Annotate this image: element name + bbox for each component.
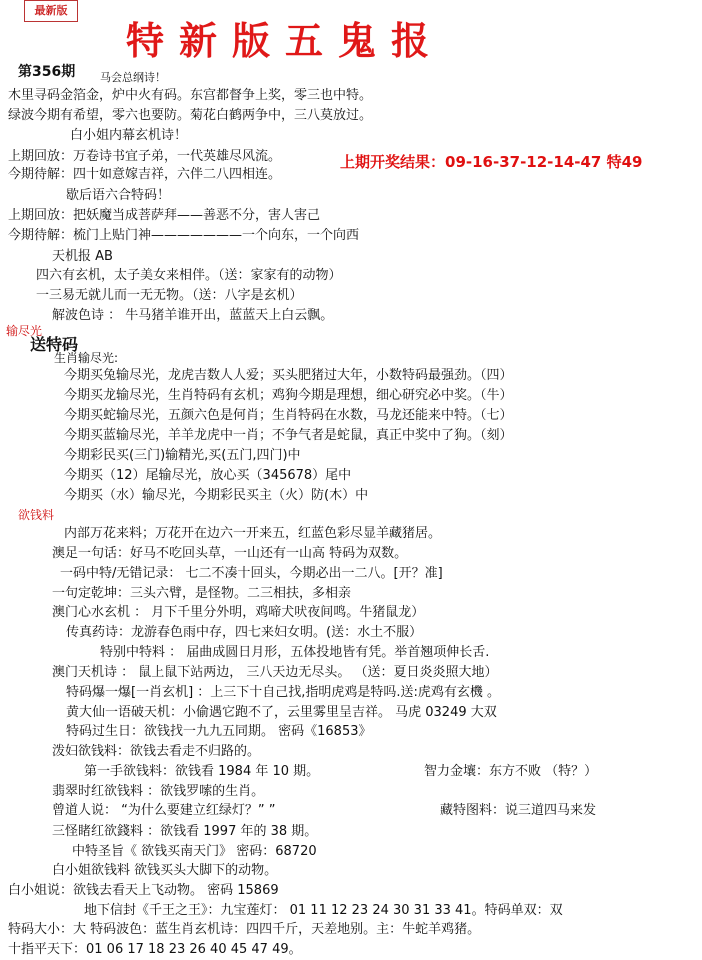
section-label-yuqian: 欲钱料 (18, 508, 55, 522)
text-line: 内部万花来料；万花开在边六一开来五，红蓝色彩尽显羊藏猪居。 (64, 526, 442, 541)
text-line: 木里寻码金箔金，炉中火有码。东宫都督争上奖，零三也中特。 (8, 88, 373, 103)
text-line: 今期买龙输尽光，生肖特码有玄机；鸡狗今期是理想，细心研究必中奖。（牛） (64, 388, 513, 403)
text-line: 上期回放：把妖魔当成菩萨拜——善恶不分，害人害己 (8, 208, 321, 223)
text-line: 黄大仙一语破天机：小偷遇它跑不了，云里雾里呈吉祥。 马虎 03249 大双 (66, 705, 497, 720)
issue-number: 第356期 (18, 64, 76, 80)
text-line: 解波色诗 ： 牛马猪羊谁开出，蓝蓝天上白云飘。 (52, 308, 334, 323)
text-line: 马会总纲诗！ (100, 71, 166, 84)
text-line: 白小姐欲钱料 欲钱买头大脚下的动物。 (52, 863, 278, 878)
text-line: 歇后语六合特码！ (66, 188, 171, 203)
text-line: 翡翠时红欲钱料 ：欲钱罗嗦的生肖。 (52, 784, 265, 799)
last-draw-result: 上期开奖结果：09-16-37-12-14-47 特49 (340, 153, 643, 171)
text-line: 智力金壤：东方不败 （特？） (424, 764, 598, 779)
text-line: 第一手欲钱料：欲钱看 1984 年 10 期。 (84, 764, 320, 779)
text-line: 上期回放：万卷诗书宜子弟，一代英雄尽风流。 (8, 149, 282, 164)
text-line: 曾道人说： “为什么要建立红绿灯？” ” (52, 803, 276, 818)
text-line: 天机报 AB (52, 249, 113, 264)
text-line: 绿波今期有希望，零六也要防。菊花白鹤两争中，三八莫放过。 (8, 108, 373, 123)
text-line: 今期买兔输尽光，龙虎吉数人人爱；买头肥猪过大年，小数特码最强劲。（四） (64, 368, 513, 383)
text-line: 十指平天下：01 06 17 18 23 26 40 45 47 49。 (8, 942, 302, 957)
text-line: 一三易无就儿而一无无物。（送：八字是玄机） (36, 288, 303, 303)
text-line: 生肖输尽光: (54, 351, 119, 365)
text-line: 四六有玄机，太子美女来相伴。（送：家家有的动物） (36, 268, 342, 283)
text-line: 今期待解：梳门上贴门神———————一个向东，一个向西 (8, 228, 360, 243)
text-line: 澳足一句话：好马不吃回头草，一山还有一山高 特码为双数。 (52, 546, 408, 561)
page-title: 特新版五鬼报 (126, 18, 445, 63)
text-line: 澳门心水玄机 ： 月下千里分外明，鸡啼犬吠夜间鸣。牛猪鼠龙） (52, 605, 425, 620)
text-line: 传真药诗：龙游春色雨中存，四七来妇女明。(送：水土不服） (66, 625, 423, 640)
text-line: 特码爆一爆[一肖玄机] ：上三下十自己找,指明虎鸡是特吗.送:虎鸡有玄機 。 (66, 685, 501, 700)
text-line: 今期彩民买(三门)输精光,买(五门,四门)中 (64, 448, 301, 463)
text-line: 今期待解：四十如意嫁吉祥，六伴二八四相连。 (8, 167, 282, 182)
latest-version-badge: 最新版 (24, 0, 78, 22)
text-line: 一句定乾坤：三头六臂，是怪物。二三相扶，多相亲 (52, 586, 352, 601)
text-line: 今期买蛇输尽光，五颜六色是何肖；生肖特码在水数，马龙还能来中特。（七） (64, 408, 513, 423)
text-line: 一码中特/无错记录： 七二不凑十回头，今期必出一二八。[开？准] (60, 566, 443, 581)
text-line: 特码大小：大 特码波色：蓝生肖玄机诗：四四千斤，天差地别。主：牛蛇羊鸡猪。 (8, 922, 481, 937)
text-line: 今期买（水）输尽光，今期彩民买主（火）防(木）中 (64, 488, 369, 503)
text-line: 中特圣旨《 欲钱买南天门》 密码：68720 (72, 844, 317, 859)
section-label-temao: 送特码 (30, 335, 79, 354)
text-line: 泼妇欲钱料：欲钱去看走不归路的。 (52, 744, 261, 759)
text-line: 白小姐内幕玄机诗！ (70, 128, 188, 143)
text-line: 澳门天机诗 ： 鼠上鼠下站两边， 三八天边无尽头。 （送：夏日炎炎照大地） (52, 665, 498, 680)
text-line: 特码过生日：欲钱找一九九五同期。 密码《16853》 (66, 724, 372, 739)
text-line: 地下信封《千王之王》：九宝莲灯： 01 11 12 23 24 30 31 33 41。特码单双：双 (84, 903, 563, 918)
text-line: 今期买蓝输尽光，羊羊龙虎中一肖；不争气者是蛇鼠，真正中奖中了狗。（刻） (64, 428, 513, 443)
text-line: 三怪睹红欲錢料 ：欲钱看 1997 年的 38 期。 (52, 824, 318, 839)
text-line: 白小姐说：欲钱去看天上飞动物。 密码 15869 (8, 883, 279, 898)
text-line: 特别中特料 ： 届曲成圆日月形，五体投地皆有凭。举首翘项伸长舌. (100, 645, 490, 660)
text-line: 藏特图料：说三道四马来发 (440, 803, 597, 818)
text-line: 今期买（12）尾输尽光，放心买（345678）尾中 (64, 468, 352, 483)
section-label-shusuguang: 输尽光 (6, 324, 43, 338)
